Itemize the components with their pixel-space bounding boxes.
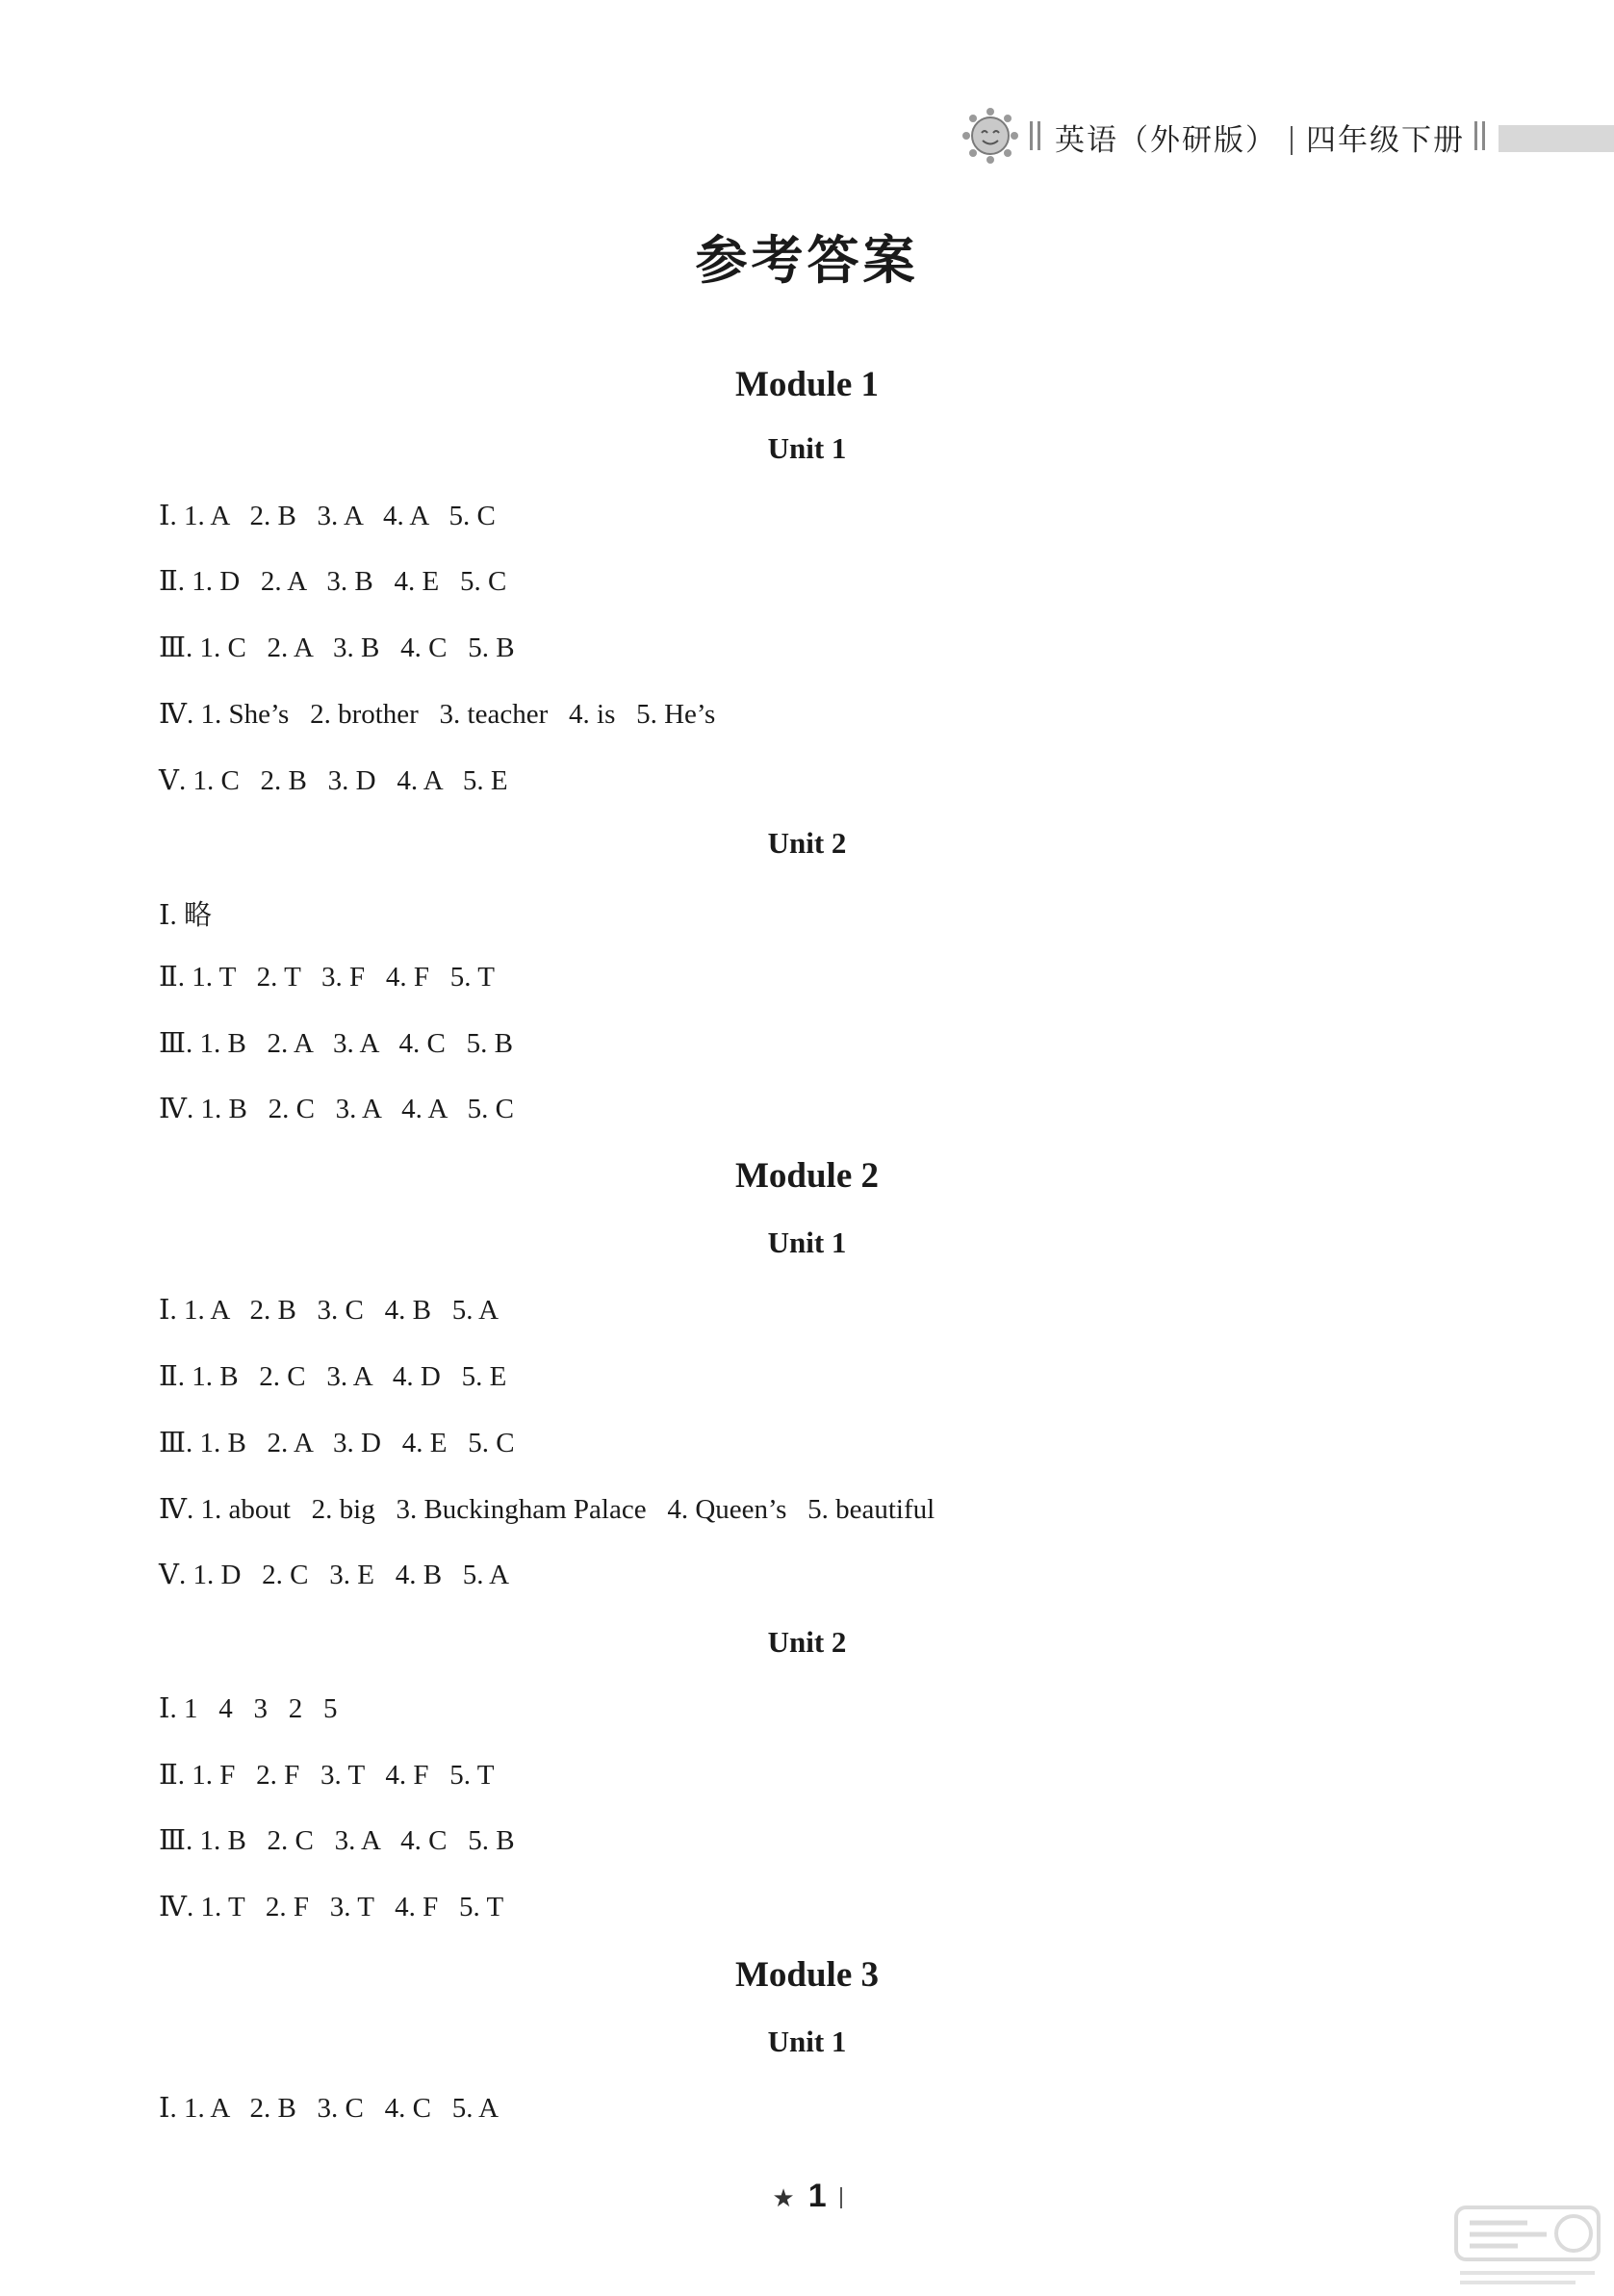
answer-line: Ⅳ. 1. about 2. big 3. Buckingham Palace 4. Queen’s 5. beautiful <box>159 1494 935 1525</box>
header-divider-left <box>1030 121 1040 150</box>
page-header <box>962 108 1614 166</box>
answer-line: Ⅱ. 1. D 2. A 3. B 4. E 5. C <box>159 566 507 597</box>
answer-line: Ⅱ. 1. F 2. F 3. T 4. F 5. T <box>159 1760 495 1791</box>
watermark-logo <box>1450 2202 1604 2288</box>
answer-line: Ⅱ. 1. T 2. T 3. F 4. F 5. T <box>159 962 495 993</box>
answer-line: Ⅰ. 1. A 2. B 3. A 4. A 5. C <box>159 501 496 531</box>
answer-line: Ⅲ. 1. C 2. A 3. B 4. C 5. B <box>159 632 515 663</box>
module-2-unit-2-title: Unit 2 <box>767 1625 847 1659</box>
module-2-title: Module 2 <box>734 1156 880 1196</box>
footer-tick <box>840 2187 842 2208</box>
module-1-unit-1-title: Unit 1 <box>767 431 847 465</box>
answer-line: Ⅲ. 1. B 2. A 3. A 4. C 5. B <box>159 1028 513 1059</box>
answer-line: Ⅱ. 1. B 2. C 3. A 4. D 5. E <box>159 1361 507 1392</box>
header-separator <box>1291 126 1293 155</box>
header-grade: 四年级下册 <box>1306 123 1465 158</box>
answer-line: Ⅳ. 1. B 2. C 3. A 4. A 5. C <box>159 1094 514 1124</box>
page-footer <box>0 2178 1614 2215</box>
answer-line: Ⅰ. 略 <box>159 900 212 931</box>
answer-line: Ⅲ. 1. B 2. A 3. D 4. E 5. C <box>159 1428 515 1458</box>
answer-line: Ⅴ. 1. C 2. B 3. D 4. A 5. E <box>159 765 508 796</box>
header-grey-strip <box>1499 125 1614 152</box>
module-1-title: Module 1 <box>734 365 880 404</box>
page-number: 1 <box>807 2178 827 2214</box>
star-icon: ★ <box>772 2184 795 2213</box>
header-title <box>1055 116 1465 159</box>
sun-mascot-icon <box>962 108 1018 164</box>
page-title: 参考答案 <box>695 229 919 291</box>
module-1-unit-2-title: Unit 2 <box>767 826 847 860</box>
answer-line: Ⅴ. 1. D 2. C 3. E 4. B 5. A <box>159 1560 510 1590</box>
answer-line: Ⅰ. 1. A 2. B 3. C 4. B 5. A <box>159 1295 500 1326</box>
answer-line: Ⅳ. 1. She’s 2. brother 3. teacher 4. is 5. He’s <box>159 699 716 730</box>
module-3-unit-1-title: Unit 1 <box>767 2025 847 2058</box>
header-divider-right <box>1474 121 1485 150</box>
answer-line: Ⅰ. 1 4 3 2 5 <box>159 1693 338 1724</box>
header-subject: 英语（外研版） <box>1055 123 1277 158</box>
answer-line: Ⅲ. 1. B 2. C 3. A 4. C 5. B <box>159 1825 515 1856</box>
module-2-unit-1-title: Unit 1 <box>767 1225 847 1259</box>
answer-line: Ⅳ. 1. T 2. F 3. T 4. F 5. T <box>159 1892 504 1922</box>
answer-line: Ⅰ. 1. A 2. B 3. C 4. C 5. A <box>159 2093 500 2124</box>
module-3-title: Module 3 <box>734 1955 880 1995</box>
